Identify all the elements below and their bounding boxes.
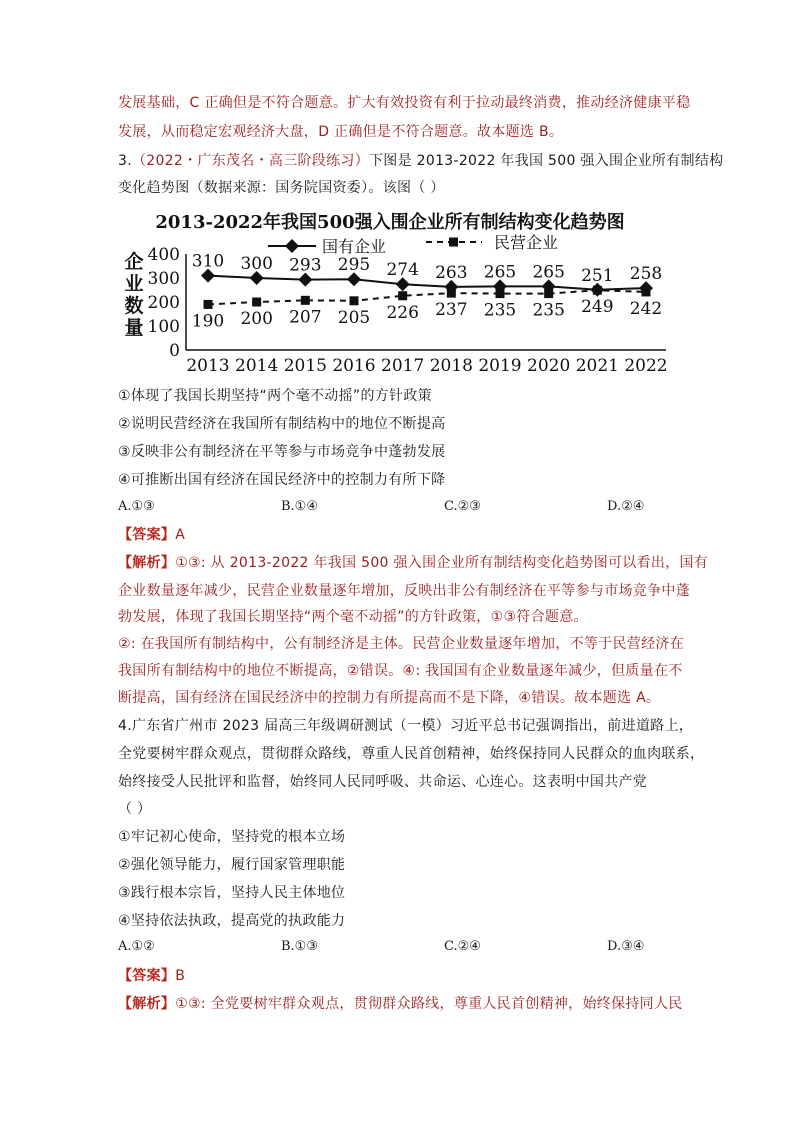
q3-analysis-line-3: 勃发展，体现了我国长期坚持“两个毫不动摇”的方针政策，①③符合题意。 — [118, 609, 588, 625]
private-data-label: 242 — [629, 298, 663, 319]
question-4-stem-line-1: 4.广东省广州市 2023 届高三年级调研测试（一模）习近平总书记强调指出，前进道路上， — [118, 718, 694, 734]
private-data-label: 235 — [532, 300, 565, 321]
q4-option-b: B.①③ — [281, 939, 318, 954]
prev-analysis-line-2: 发展，从而稳定宏观经济大盘，D 正确但是不符合题意。故本题选 B。 — [118, 124, 564, 140]
q3-option-a: A.①③ — [118, 499, 155, 514]
private-point — [496, 289, 505, 298]
answer-label: 【答案】 — [118, 527, 176, 543]
private-point — [252, 298, 261, 307]
q3-analysis-line-1 — [118, 553, 708, 573]
state-owned-data-label: 265 — [532, 262, 565, 283]
private-point — [204, 300, 213, 309]
x-tick-label: 2015 — [283, 356, 327, 376]
q3-analysis-line-4: ②: 在我国所有制结构中，公有制经济是主体。民营企业数量逐年增加，不等于民营经济在 — [118, 636, 685, 652]
y-axis-label-char: 量 — [124, 317, 144, 339]
answer-label: 【答案】 — [118, 968, 176, 984]
private-point — [593, 286, 602, 295]
analysis-label: 【解析】 — [118, 996, 176, 1012]
private-point — [447, 289, 456, 298]
q3-analysis-text-1: ①③: 从 2013-2022 年我国 500 强入围企业所有制结构变化趋势图可以看出，国有 — [175, 555, 709, 571]
question-4-stem-line-2: 全党要树牢群众观点，贯彻群众路线，尊重人民首创精神，始终保持同人民群众的血肉联系， — [118, 746, 705, 762]
chart-legend — [268, 233, 558, 256]
q3-statement-1: ①体现了我国长期坚持“两个毫不动摇”的方针政策 — [118, 388, 432, 404]
y-tick-label: 0 — [169, 341, 180, 361]
question-4-stem-line-3: 始终接受人民批评和监督，始终同人民同呼吸、共命运、心连心。这表明中国共产党 — [118, 774, 648, 790]
prev-analysis-line-1: 发展基础，C 正确但是不符合题意。扩大有效投资有利于拉动最终消费，推动经济健康平稳 — [118, 95, 691, 111]
y-tick-label: 300 — [147, 269, 180, 289]
x-tick-label: 2016 — [332, 356, 376, 376]
private-point — [350, 296, 359, 305]
legend-private-label: 民营企业 — [494, 233, 559, 252]
q3-statement-4: ④可推断出国有经济在国民经济中的控制力有所下降 — [118, 472, 446, 488]
q4-statement-4: ④坚持依法执政，提高党的执政能力 — [118, 913, 346, 929]
legend-private-marker — [449, 238, 458, 247]
state-owned-data-label: 265 — [483, 262, 517, 283]
state-owned-data-label: 300 — [240, 254, 273, 274]
x-tick-label: 2019 — [478, 356, 522, 376]
q4-statement-2: ②强化领导能力，履行国家管理职能 — [118, 857, 346, 873]
private-data-label: 200 — [240, 309, 273, 329]
q3-option-b: B.①④ — [281, 499, 318, 514]
x-tick-label: 2021 — [575, 356, 619, 376]
state-owned-data-label: 251 — [581, 265, 614, 286]
legend-state-owned-marker — [285, 239, 299, 253]
y-axis-label-char: 数 — [124, 295, 144, 317]
q3-statement-2: ②说明民营经济在我国所有制结构中的地位不断提高 — [118, 416, 446, 432]
question-4-blank: （ ） — [118, 801, 152, 817]
question-3-stem-line-2: 变化趋势图（数据来源：国务院国资委）。该图（ ） — [118, 180, 445, 196]
q3-analysis-line-5: 我国所有制结构中的地位不断提高，②错误。④: 我国国有企业数量逐年减少，但质量在不 — [118, 663, 683, 679]
x-tick-label: 2022 — [624, 356, 668, 376]
private-data-label: 190 — [191, 311, 225, 332]
state-owned-data-label: 310 — [191, 251, 225, 272]
x-tick-label: 2014 — [235, 356, 279, 376]
x-tick-label: 2017 — [381, 356, 425, 376]
private-data-label: 235 — [483, 300, 517, 321]
question-3-number: 3. — [118, 153, 132, 169]
q3-answer: A — [175, 527, 186, 543]
state-owned-data-label: 274 — [386, 260, 419, 281]
y-tick-label: 200 — [147, 293, 180, 313]
question-3-stem-line-1 — [118, 151, 723, 171]
y-tick-label: 100 — [147, 317, 180, 337]
private-point — [642, 287, 651, 296]
x-tick-label: 2013 — [186, 356, 230, 376]
state-owned-data-label: 263 — [435, 262, 468, 283]
private-point — [398, 291, 407, 300]
private-point — [544, 289, 553, 298]
analysis-label: 【解析】 — [118, 555, 176, 571]
x-tick-label: 2020 — [527, 356, 571, 376]
y-axis-label-char: 企 — [124, 251, 144, 273]
q4-option-a: A.①② — [118, 939, 155, 954]
q4-statement-1: ①牢记初心使命，坚持党的根本立场 — [118, 829, 346, 845]
y-axis-label — [124, 250, 143, 339]
q4-option-d: D.③④ — [607, 939, 645, 954]
q4-option-c: C.②④ — [444, 939, 481, 954]
q3-analysis-line-6: 断提高，国有经济在国民经济中的控制力有所提高而不是下降，④错误。故本题选 A。 — [118, 690, 661, 706]
q3-option-c: C.②③ — [444, 499, 481, 514]
q4-answer-line — [118, 966, 185, 986]
private-data-label: 249 — [581, 297, 614, 318]
private-point — [301, 296, 310, 305]
state-owned-data-label: 295 — [337, 255, 371, 276]
private-data-label: 237 — [435, 300, 468, 321]
legend-state-owned-label: 国有企业 — [322, 237, 387, 256]
private-data-label: 226 — [386, 302, 419, 323]
state-owned-data-label: 258 — [629, 264, 663, 285]
private-data-label: 205 — [337, 307, 371, 328]
q4-statement-3: ③践行根本宗旨，坚持人民主体地位 — [118, 885, 346, 901]
q3-option-d: D.②④ — [607, 499, 645, 514]
question-3-stem-text: 下图是 2013-2022 年我国 500 强入围企业所有制结构 — [369, 153, 724, 169]
q4-answer: B — [175, 968, 186, 984]
question-3-source: （2022・广东茂名・高三阶段练习） — [131, 153, 369, 169]
q3-statement-3: ③反映非公有制经济在平等参与市场竞争中蓬勃发展 — [118, 444, 446, 460]
q4-analysis-line-1 — [118, 994, 683, 1014]
y-tick-label: 400 — [147, 245, 180, 265]
q3-answer-line — [118, 525, 185, 545]
chart-data-labels — [192, 252, 662, 332]
state-owned-data-label: 293 — [289, 255, 322, 276]
x-tick-label: 2018 — [429, 356, 473, 376]
y-axis-label-char: 业 — [124, 273, 144, 295]
q4-analysis-text: ①③: 全党要树牢群众观点，贯彻群众路线，尊重人民首创精神，始终保持同人民 — [175, 996, 683, 1012]
ownership-trend-chart — [118, 206, 678, 378]
chart-title: 2013-2022年我国500强入围企业所有制结构变化趋势图 — [155, 212, 625, 233]
q3-analysis-line-2: 企业数量逐年减少，民营企业数量逐年增加，反映出非公有制经济在平等参与市场竞争中蓬 — [118, 583, 690, 599]
private-data-label: 207 — [289, 307, 322, 328]
